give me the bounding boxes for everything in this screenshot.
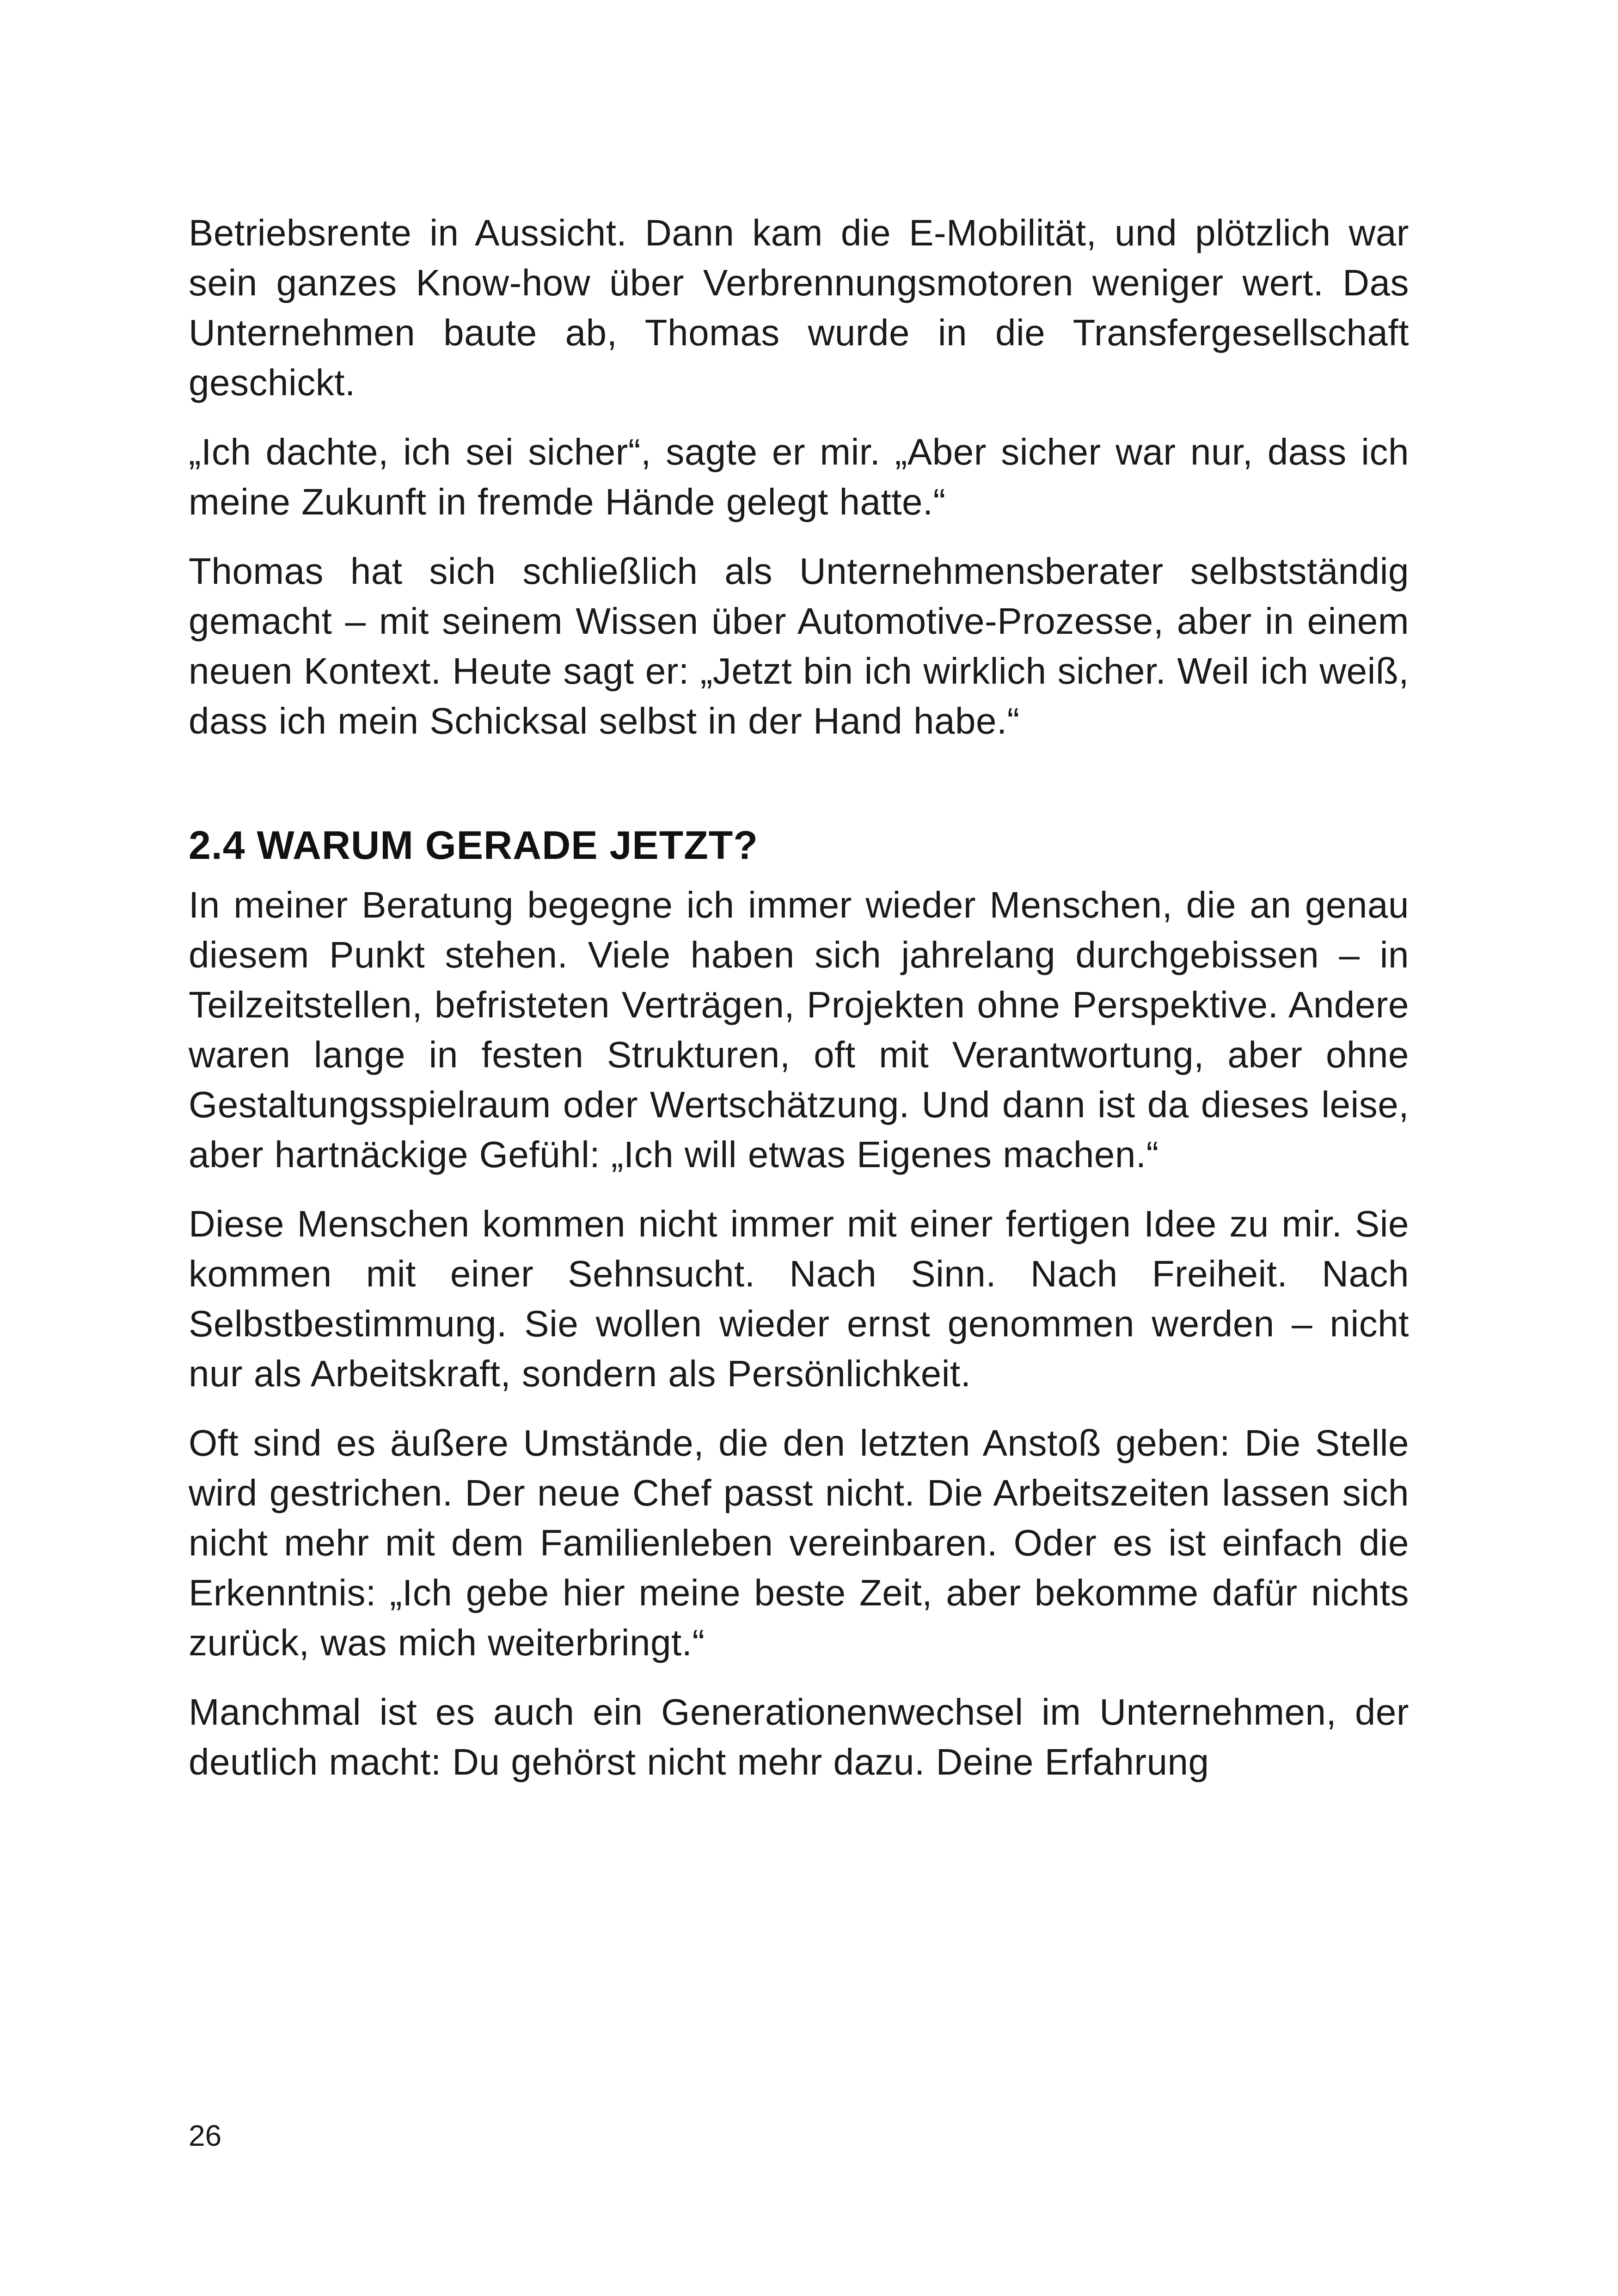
paragraph-umstaende: Oft sind es äußere Umstände, die den letzten Anstoß geben: Die Stelle wird gestrichen. Der neue Chef passt nicht. Die Arbeitszeiten lassen sich nicht mehr mit dem Familienleben vereinbaren. Oder es ist einfach die Erkenntnis: „Ich gebe hier meine beste Zeit, aber bekomme dafür nichts zurück, was mich weiterbringt.“ — [189, 1422, 1409, 1663]
paragraph-beratung: In meiner Beratung begegne ich immer wieder Menschen, die an genau diesem Punkt stehen. Viele haben sich jahrelang durchgebissen – in Teilzeitstellen, befristeten Verträgen, Projekten ohne Perspektive. Andere waren lange in festen Strukturen, oft mit Verantwortung, aber ohne Gestaltungsspielraum oder Wertschätzung. Und dann ist da dieses leise, aber hartnäckige Gefühl: „Ich will etwas Eigenes machen.“ — [189, 884, 1409, 1175]
paragraph-generationenwechsel: Manchmal ist es auch ein Generationenwechsel im Unternehmen, der deutlich macht: Du gehörst nicht mehr dazu. Deine Erfahrung — [189, 1691, 1409, 1782]
body-text — [189, 208, 1409, 1787]
paragraph-thomas-berater: Thomas hat sich schließlich als Unternehmensberater selbstständig gemacht – mit seinem Wissen über Automotive-Prozesse, aber in einem neuen Kontext. Heute sagt er: „Jetzt bin ich wirklich sicher. Weil ich weiß, dass ich mein Schicksal selbst in der Hand habe.“ — [189, 551, 1409, 741]
section-heading: 2.4 WARUM GERADE JETZT? — [189, 823, 758, 868]
paragraph-betriebsrente: Betriebsrente in Aussicht. Dann kam die E-Mobilität, und plötzlich war sein ganzes Know-how über Verbrennungsmotoren weniger wert. Das Unternehmen baute ab, Thomas wurde in die Transfergesellschaft geschickt. — [189, 212, 1409, 403]
paragraph-quote-sicher: „Ich dachte, ich sei sicher“, sagte er mir. „Aber sicher war nur, dass ich meine Zukunft in fremde Hände gelegt hatte.“ — [189, 431, 1409, 522]
paragraph-sehnsucht: Diese Menschen kommen nicht immer mit einer fertigen Idee zu mir. Sie kommen mit einer Sehnsucht. Nach Sinn. Nach Freiheit. Nach Selbstbestimmung. Sie wollen wieder ernst genommen werden – nicht nur als Arbeitskraft, sondern als Persönlichkeit. — [189, 1203, 1409, 1394]
page-number: 26 — [189, 2119, 222, 2152]
